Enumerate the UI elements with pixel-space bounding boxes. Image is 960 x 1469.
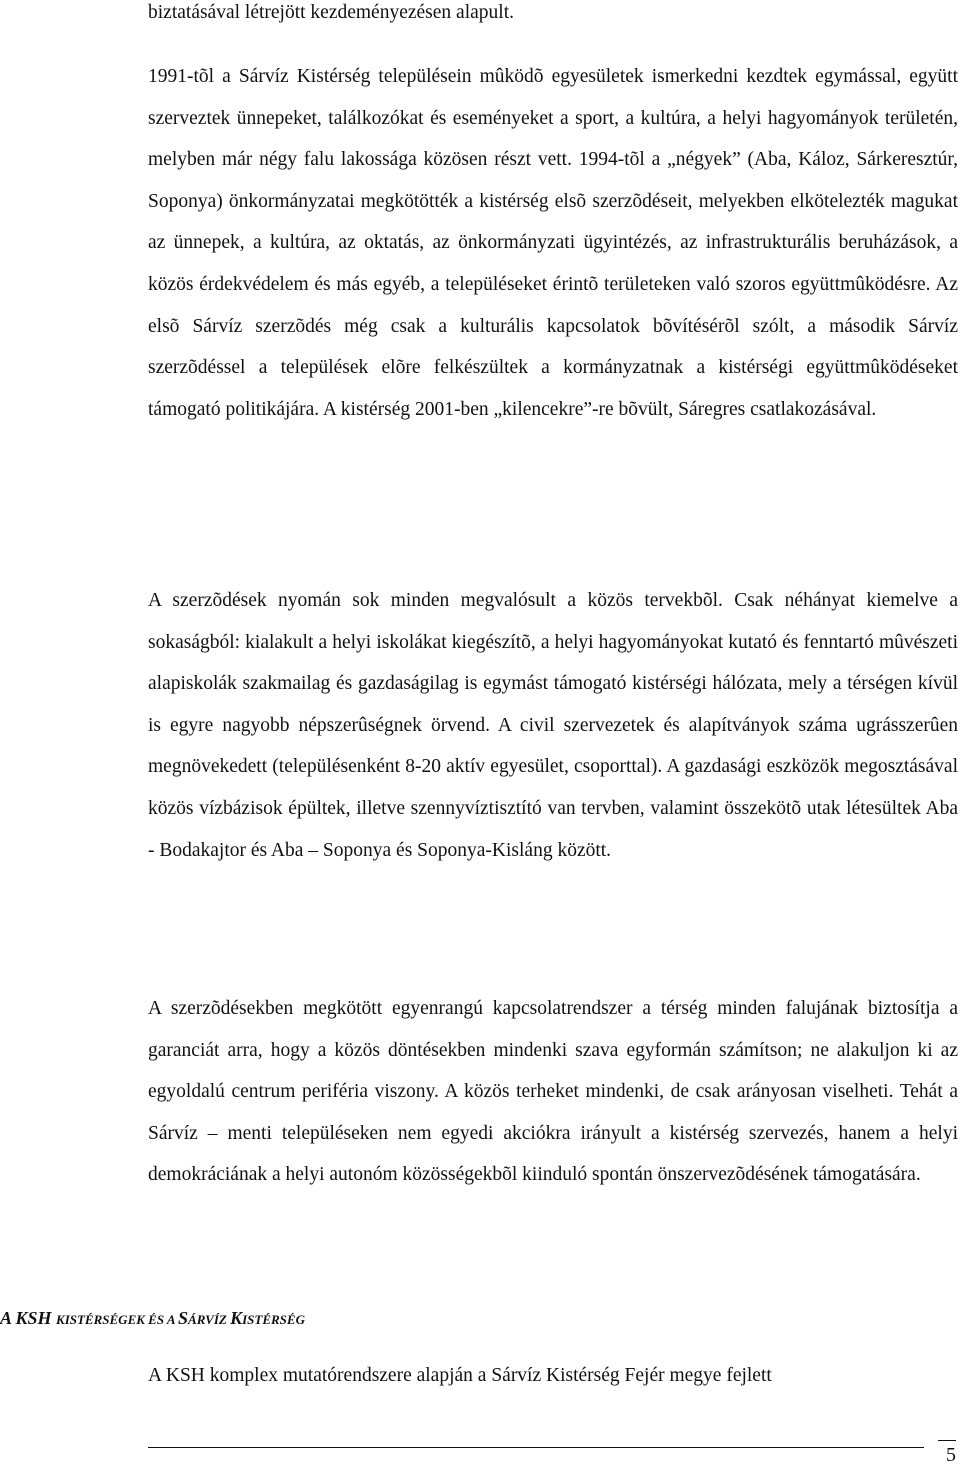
page-number: 5 [938, 1440, 956, 1467]
paragraph-history: 1991-tõl a Sárvíz Kistérség településein mûködõ egyesületek ismerkedni kezdtek egymással, együtt szerveztek ünnepeket, találkozókat és eseményeket a sport, a kultúra, a helyi hagyományok területén, melyben már négy falu lakossága közösen részt vett. 1994-tõl a „négyek” (Aba, Káloz, Sárkeresztúr, Soponya) önkormányzatai megkötötték a kistérség elsõ szerzõdéseit, melyekben elkötelezték magukat az ünnepek, a kultúra, az oktatás, az önkormányzati ügyintézés, az infrastrukturális beruházások, a közös érdekvédelem és más egyéb, a településeket érintõ területeken való szoros együttmûködésre. Az elsõ Sárvíz szerzõdés még csak a kulturális kapcsolatok bõvítésérõl szólt, a második Sárvíz szerzõdéssel a települések elõre felkészültek a kormányzatnak a kistérségi együttmûködéseket támogató politikájára. A kistérség 2001-ben „kilencekre”-re bõvült, Sáregres csatlakozásával. [148, 66, 958, 420]
heading-part: S [178, 1308, 189, 1328]
heading-part: ISTÉRSÉG [242, 1312, 305, 1327]
paragraph-equality: A szerzõdésekben megkötött egyenrangú kapcsolatrendszer a térség minden falujának biztosítja a garanciát arra, hogy a közös döntésekben mindenki szava egyformán számítson; ne alakuljon ki az egyoldalú centrum periféria viszony. A közös terheket mindenki, de csak arányosan viselheti. Tehát a Sárvíz – menti településeken nem egyedi akciókra irányult a kistérség szervezés, hanem a helyi demokráciának a helyi autonóm közösségekbõl kiinduló spontán önszervezõdésének támogatására. [148, 998, 958, 1186]
heading-part: K [230, 1308, 243, 1328]
paragraph-continuation: biztatásával létrejött kezdeményezésen alapult. [148, 2, 514, 23]
heading-part: KISTÉRSÉGEK ÉS A [56, 1312, 179, 1327]
footer-rule [148, 1447, 924, 1448]
section-heading [0, 1306, 305, 1332]
heading-part: A KSH [0, 1308, 57, 1328]
heading-part: ÁRVÍZ [188, 1312, 231, 1327]
paragraph-ksh: A KSH komplex mutatórendszere alapján a Sárvíz Kistérség Fejér megye fejlett [148, 1365, 772, 1386]
paragraph-achievements: A szerzõdések nyomán sok minden megvalósult a közös tervekbõl. Csak néhányat kiemelve a sokaságból: kialakult a helyi iskolákat kiegészítõ, a helyi hagyományokat kutató és fenntartó mûvészeti alapiskolák szakmailag és gazdaságilag is egymást támogató kistérségi hálózata, mely a térségen kívül is egyre nagyobb népszerûségnek örvend. A civil szervezetek és alapítványok száma ugrásszerûen megnövekedett (településenként 8-20 aktív egyesület, csoporttal). A gazdasági eszközök megosztásával közös vízbázisok épültek, illetve szennyvíztisztító van tervben, valamint összekötõ utak létesültek Aba - Bodakajtor és Aba – Soponya és Soponya-Kisláng között. [148, 590, 958, 861]
